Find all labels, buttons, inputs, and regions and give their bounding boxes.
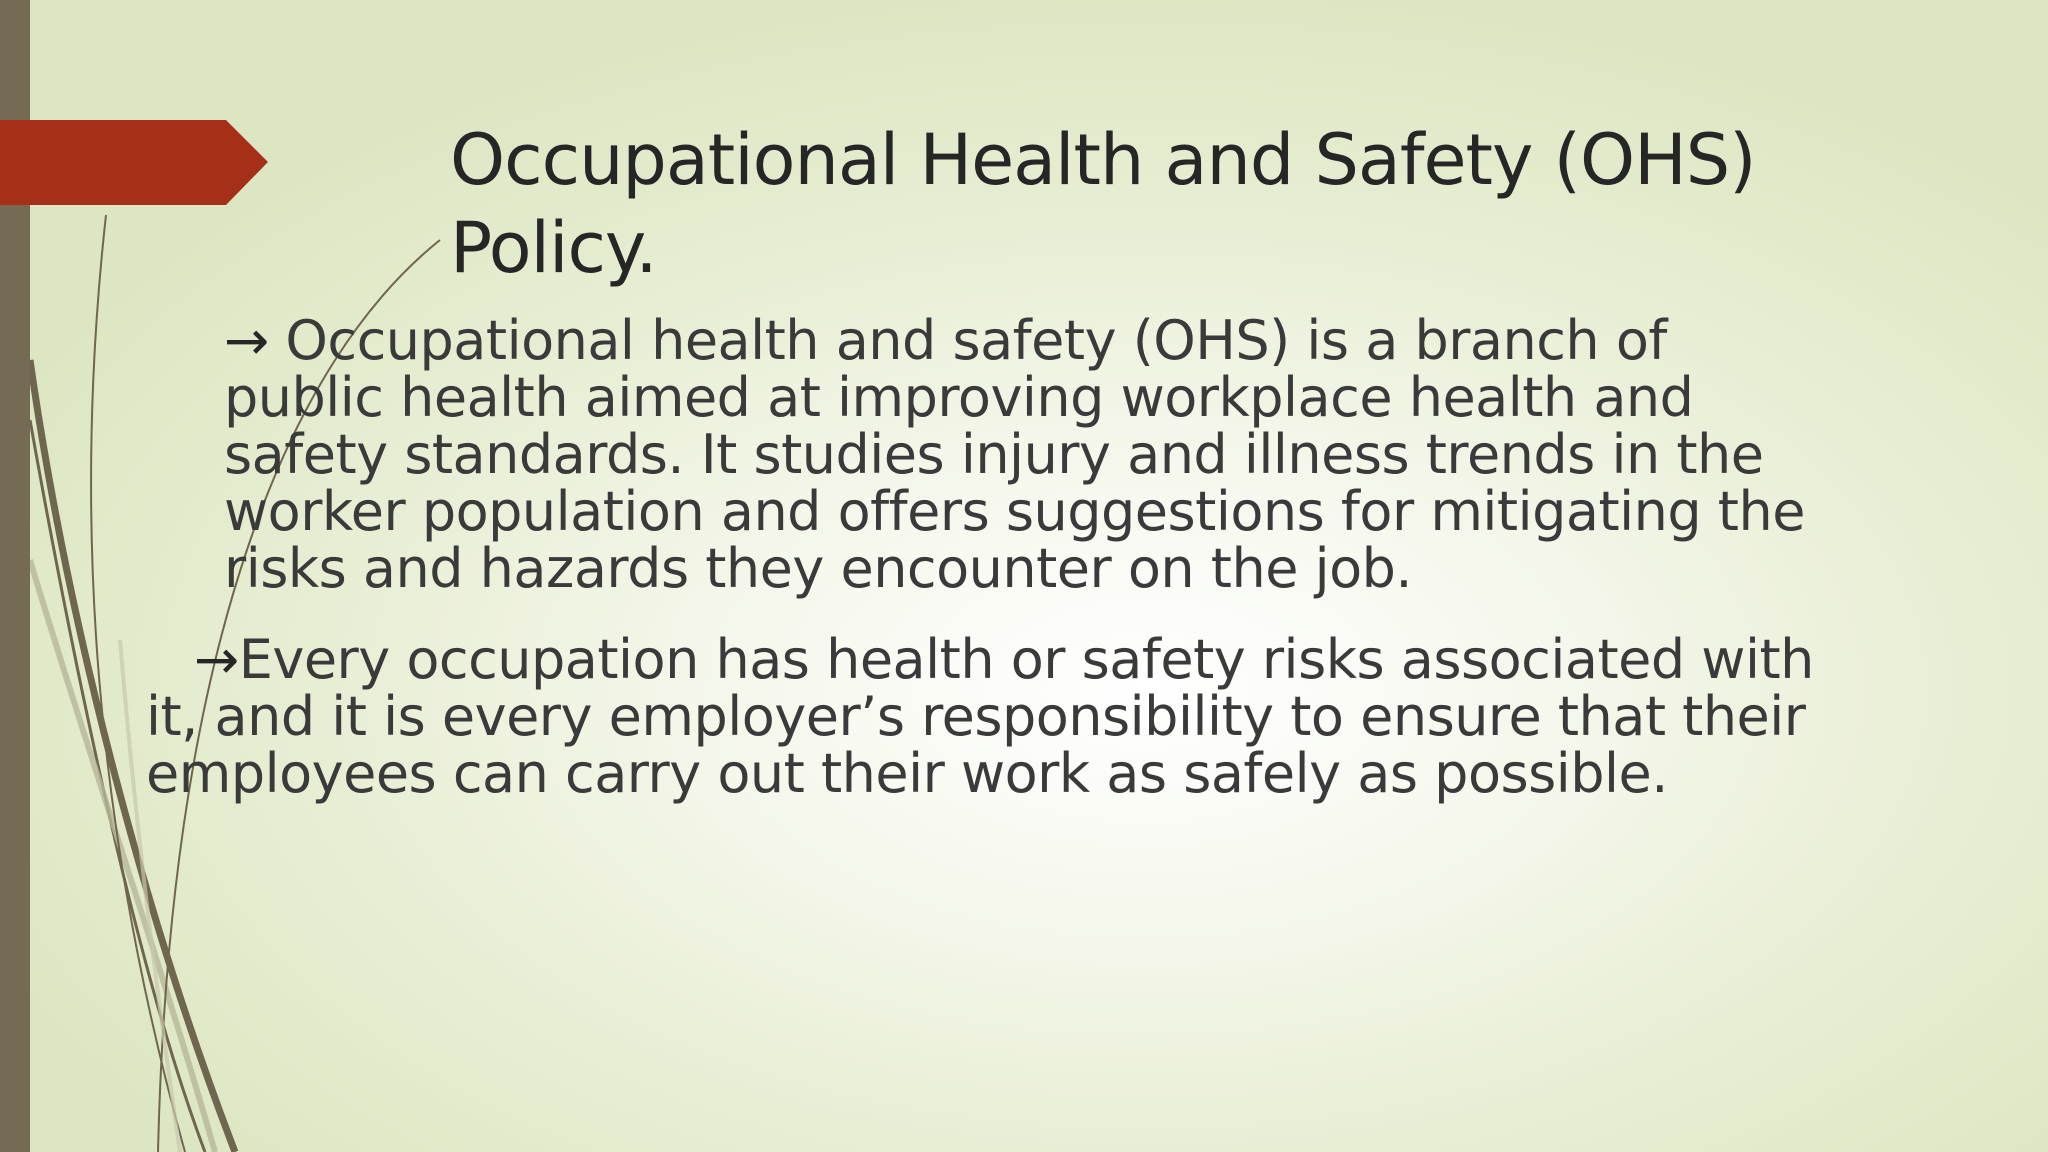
paragraph-1-text: Occupational health and safety (OHS) is a branch of public health aimed at improving workplace health and safety standards. It studies injury and illness trends in the worker population and offers suggestions for mitigating the risks and hazards they encounter on the job. [224,309,1805,600]
paragraph-2-text: Every occupation has health or safety risks associated with it, and it is every employer’s responsibility to ensure that their employees can carry out their work as safely as possible. [146,628,1814,805]
right-arrow-icon: → [194,628,239,691]
body-paragraph-2 [146,628,1846,805]
body-paragraph-1 [224,309,1824,600]
right-arrow-icon: → [224,309,269,372]
red-arrow-tab [0,120,268,205]
slide-title: Occupational Health and Safety (OHS) Policy. [450,119,1756,289]
